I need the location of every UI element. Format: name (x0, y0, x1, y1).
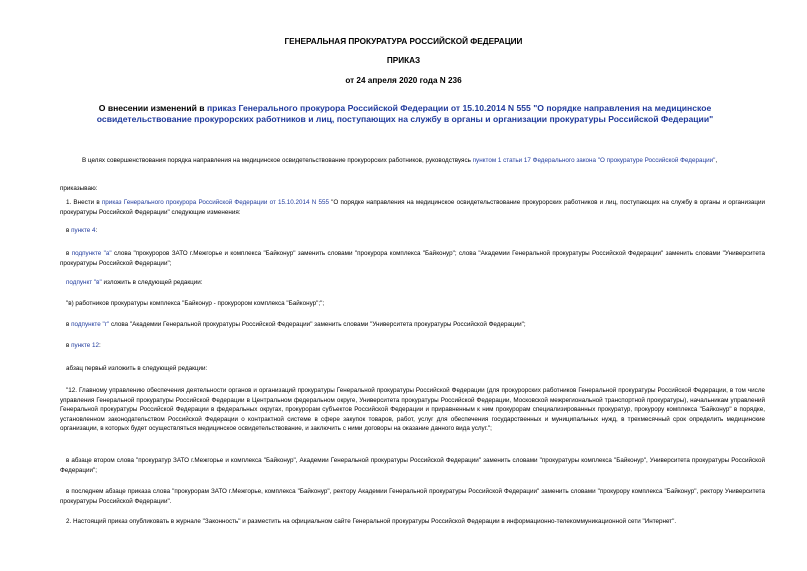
subpoint-a-text: слова "прокуроров ЗАТО г.Межгорье и комплекса "Байконур" заменить словами "прокурора комплекса "Байконур"; слова "Академии Генеральной прокуратуры Российской Федерации" заменить словами "Университета прокуратуры Российской Федерации"; (60, 250, 765, 267)
paragraph-last-para (60, 487, 765, 506)
point-12-end: : (99, 342, 101, 349)
point-12-prefix: в (66, 342, 72, 349)
subpoint-v-new-text: "в) работников прокуратуры комплекса "Байконур - прокурором комплекса "Байконур";"; (66, 300, 325, 307)
paragraph-item-1 (60, 198, 765, 217)
point-4-prefix: в (66, 227, 72, 234)
point-4-link[interactable]: пункте 4 (71, 227, 96, 234)
doc-date-heading: от 24 апреля 2020 года N 236 (345, 76, 462, 85)
paragraph-subpoint-a (60, 249, 765, 268)
paragraph-subpoint-v-new (60, 299, 765, 309)
subpoint-g-text: слова "Академии Генеральной прокуратуры Российской Федерации" заменить словами "Университета прокуратуры Российской Федерации"; (109, 321, 526, 328)
title-order-link[interactable]: приказ Генерального прокурора Российской Федерации от 15.10.2014 N 555 "О порядке направления на медицинское освидетельствование прокурорских работников и лиц, поступающих на службу в органы и организации прокуратуры Российской Федерации" (96, 103, 714, 124)
preamble-end: , (715, 157, 718, 164)
item-2-text: 2. Настоящий приказ опубликовать в журнале "Законность" и разместить на официальном сайте Генеральной прокуратуры Российской Федерации в информационно-телекоммуникационной сети "Интернет". (66, 518, 677, 525)
point-12-new-text: "12. Главному управлению обеспечения деятельности органов и организаций прокуратуры Генеральной прокуратуры Российской Федерации (для прокурорских работников Генеральной прокуратуры Российской Федерации, в том числе управления Генеральной прокуратуры Российской Федерации в Центральном федеральном округе, Университета прокуратуры Российской Федерации, Московской межрегиональной транспортной прокуратуры), начальникам управлений Генеральной прокуратуры Российской Федерации в федеральных округах, прокурорам субъектов Российской Федерации и приравненным к ним прокурорам специализированных прокуратур, прокурору комплекса "Байконур" в порядке, установленном законодательством Российской Федерации о контрактной системе в сфере закупок товаров, работ, услуг для обеспечения государственных и муниципальных нужд, в трехмесячный срок определить медицинские организации, в которых будет осуществляться медицинское освидетельствование, и заключить с ними договоры на оказание данного вида услуг."; (60, 387, 765, 432)
paragraph-first-para (60, 364, 765, 374)
subpoint-v-text: изложить в следующей редакции: (101, 279, 203, 286)
first-para-text: абзац первый изложить в следующей редакции: (66, 365, 208, 372)
last-para-text: в последнем абзаце приказа слова "прокурорам ЗАТО г.Межгорье, комплекса "Байконур", ректору Академии Генеральной прокуратуры Российской Федерации" заменить словами "прокурору комплекса "Байконур", ректору Университета прокуратуры Российской Федерации". (60, 488, 765, 505)
item-1-prefix: 1. Внести в (66, 199, 102, 206)
org-heading: ГЕНЕРАЛЬНАЯ ПРОКУРАТУРА РОССИЙСКОЙ ФЕДЕРАЦИИ (284, 37, 523, 46)
preamble-text: В целях совершенствования порядка направления на медицинское освидетельствование прокурорских работников, руководствуясь (82, 157, 473, 164)
subpoint-g-prefix: в (66, 321, 72, 328)
subpoint-v-link[interactable]: подпункт "в" (66, 279, 102, 286)
point-12-link[interactable]: пункте 12 (71, 342, 100, 349)
order-555-link[interactable]: приказ Генерального прокурора Российской Федерации от 15.10.2014 N 555 (101, 199, 329, 206)
paragraph-point-4 (60, 226, 765, 236)
subpoint-g-link[interactable]: подпункте "г" (71, 321, 110, 328)
paragraph-preamble (60, 156, 765, 166)
title-prefix: О внесении изменений в (98, 103, 207, 113)
paragraph-subpoint-g (60, 320, 765, 330)
doc-type-heading: ПРИКАЗ (386, 56, 421, 65)
paragraph-item-2 (60, 517, 765, 527)
subpoint-a-prefix: в (66, 250, 72, 257)
second-para-text: в абзаце втором слова "прокуратур ЗАТО г.Межгорье и комплекса "Байконур", Академии Генеральной прокуратуры Российской Федерации" заменить словами "прокуратуры комплекса "Байконур", Университета прокуратуры Российской Федерации"; (60, 457, 765, 474)
paragraph-second-para (60, 456, 765, 475)
paragraph-point-12-text (60, 386, 765, 434)
paragraph-point-12 (60, 341, 765, 351)
paragraph-subpoint-v (60, 278, 765, 288)
subpoint-a-link[interactable]: подпункте "а" (71, 250, 112, 257)
document-title (60, 103, 750, 125)
item-1-text: "О порядке направления на медицинское освидетельствование прокурорских работников и лиц, поступающих на службу в органы и организации прокуратуры Российской Федерации" следующие изменения: (60, 199, 766, 216)
law-article-link[interactable]: пунктом 1 статьи 17 Федерального закона "О прокуратуре Российской Федерации" (472, 157, 716, 164)
paragraph-order: приказываю: (60, 185, 98, 192)
point-4-end: : (95, 227, 98, 234)
